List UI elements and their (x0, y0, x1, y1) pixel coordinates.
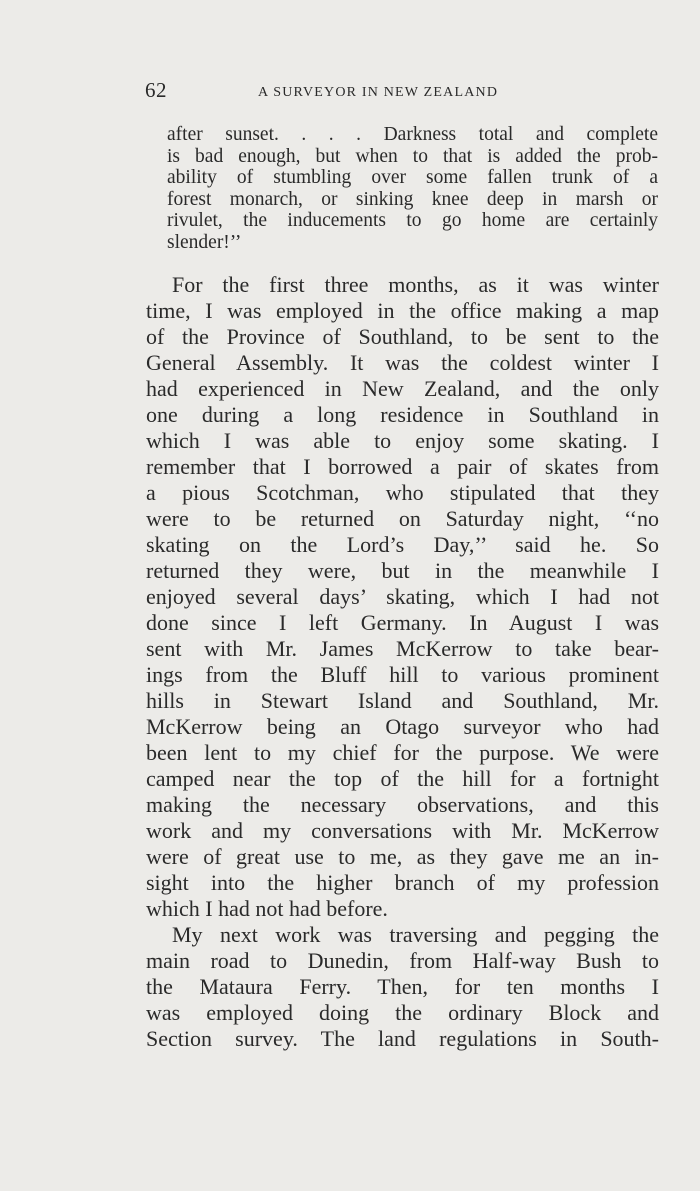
paragraph-line: making the necessary observations, and this (146, 792, 659, 817)
paragraph-line: a pious Scotchman, who stipulated that they (146, 480, 659, 505)
paragraph-line: were to be returned on Saturday night, ‘‘no (146, 506, 659, 531)
paragraph-line: General Assembly. It was the coldest winter I (146, 350, 659, 375)
paragraph-line: camped near the top of the hill for a fortnight (146, 766, 659, 791)
quote-line: forest monarch, or sinking knee deep in marsh or (167, 188, 658, 210)
paragraph-line: were of great use to me, as they gave me an in- (146, 844, 659, 869)
paragraph-line: sent with Mr. James McKerrow to take bear- (146, 636, 659, 661)
paragraph-1 (146, 272, 659, 922)
paragraph-line: skating on the Lord’s Day,’’ said he. So (146, 532, 659, 557)
paragraph-line: work and my conversations with Mr. McKerrow (146, 818, 659, 843)
paragraph-line: returned they were, but in the meanwhile I (146, 558, 659, 583)
paragraph-line: the Mataura Ferry. Then, for ten months I (146, 974, 659, 999)
paragraph-line: been lent to my chief for the purpose. We were (146, 740, 659, 765)
paragraph-line: which I had not had before. (146, 896, 388, 921)
paragraph-2 (146, 922, 659, 1052)
quoted-passage (167, 124, 658, 254)
paragraph-line: one during a long residence in Southland in (146, 402, 659, 427)
paragraph-line: hills in Stewart Island and Southland, Mr. (146, 688, 659, 713)
quote-line: ability of stumbling over some fallen trunk of a (167, 167, 658, 189)
paragraph-line: of the Province of Southland, to be sent to the (146, 324, 659, 349)
running-title: A SURVEYOR IN NEW ZEALAND (258, 85, 499, 100)
paragraph-line: was employed doing the ordinary Block and (146, 1000, 659, 1025)
paragraph-line: Section survey. The land regulations in South- (146, 1026, 659, 1051)
paragraph-line: For the first three months, as it was winter (172, 272, 659, 297)
page-number: 62 (145, 78, 167, 102)
paragraph-line: time, I was employed in the office making a map (146, 298, 659, 323)
paragraph-line: remember that I borrowed a pair of skates from (146, 454, 659, 479)
quote-line: is bad enough, but when to that is added the prob- (167, 145, 658, 167)
paragraph-line: had experienced in New Zealand, and the only (146, 376, 659, 401)
paragraph-line: ings from the Bluff hill to various prominent (146, 662, 659, 687)
paragraph-line: which I was able to enjoy some skating. I (146, 428, 659, 453)
paragraph-line: My next work was traversing and pegging the (172, 922, 659, 947)
paragraph-line: sight into the higher branch of my profession (146, 870, 659, 895)
paragraph-line: McKerrow being an Otago surveyor who had (146, 714, 659, 739)
paragraph-line: main road to Dunedin, from Half-way Bush to (146, 948, 659, 973)
quote-line: slender!’’ (167, 231, 242, 253)
quote-line: rivulet, the inducements to go home are certainly (167, 210, 658, 232)
paragraph-line: enjoyed several days’ skating, which I had not (146, 584, 659, 609)
quote-line: after sunset. . . . Darkness total and complete (167, 124, 658, 145)
paragraph-line: done since I left Germany. In August I was (146, 610, 659, 635)
body-text (146, 272, 659, 1052)
